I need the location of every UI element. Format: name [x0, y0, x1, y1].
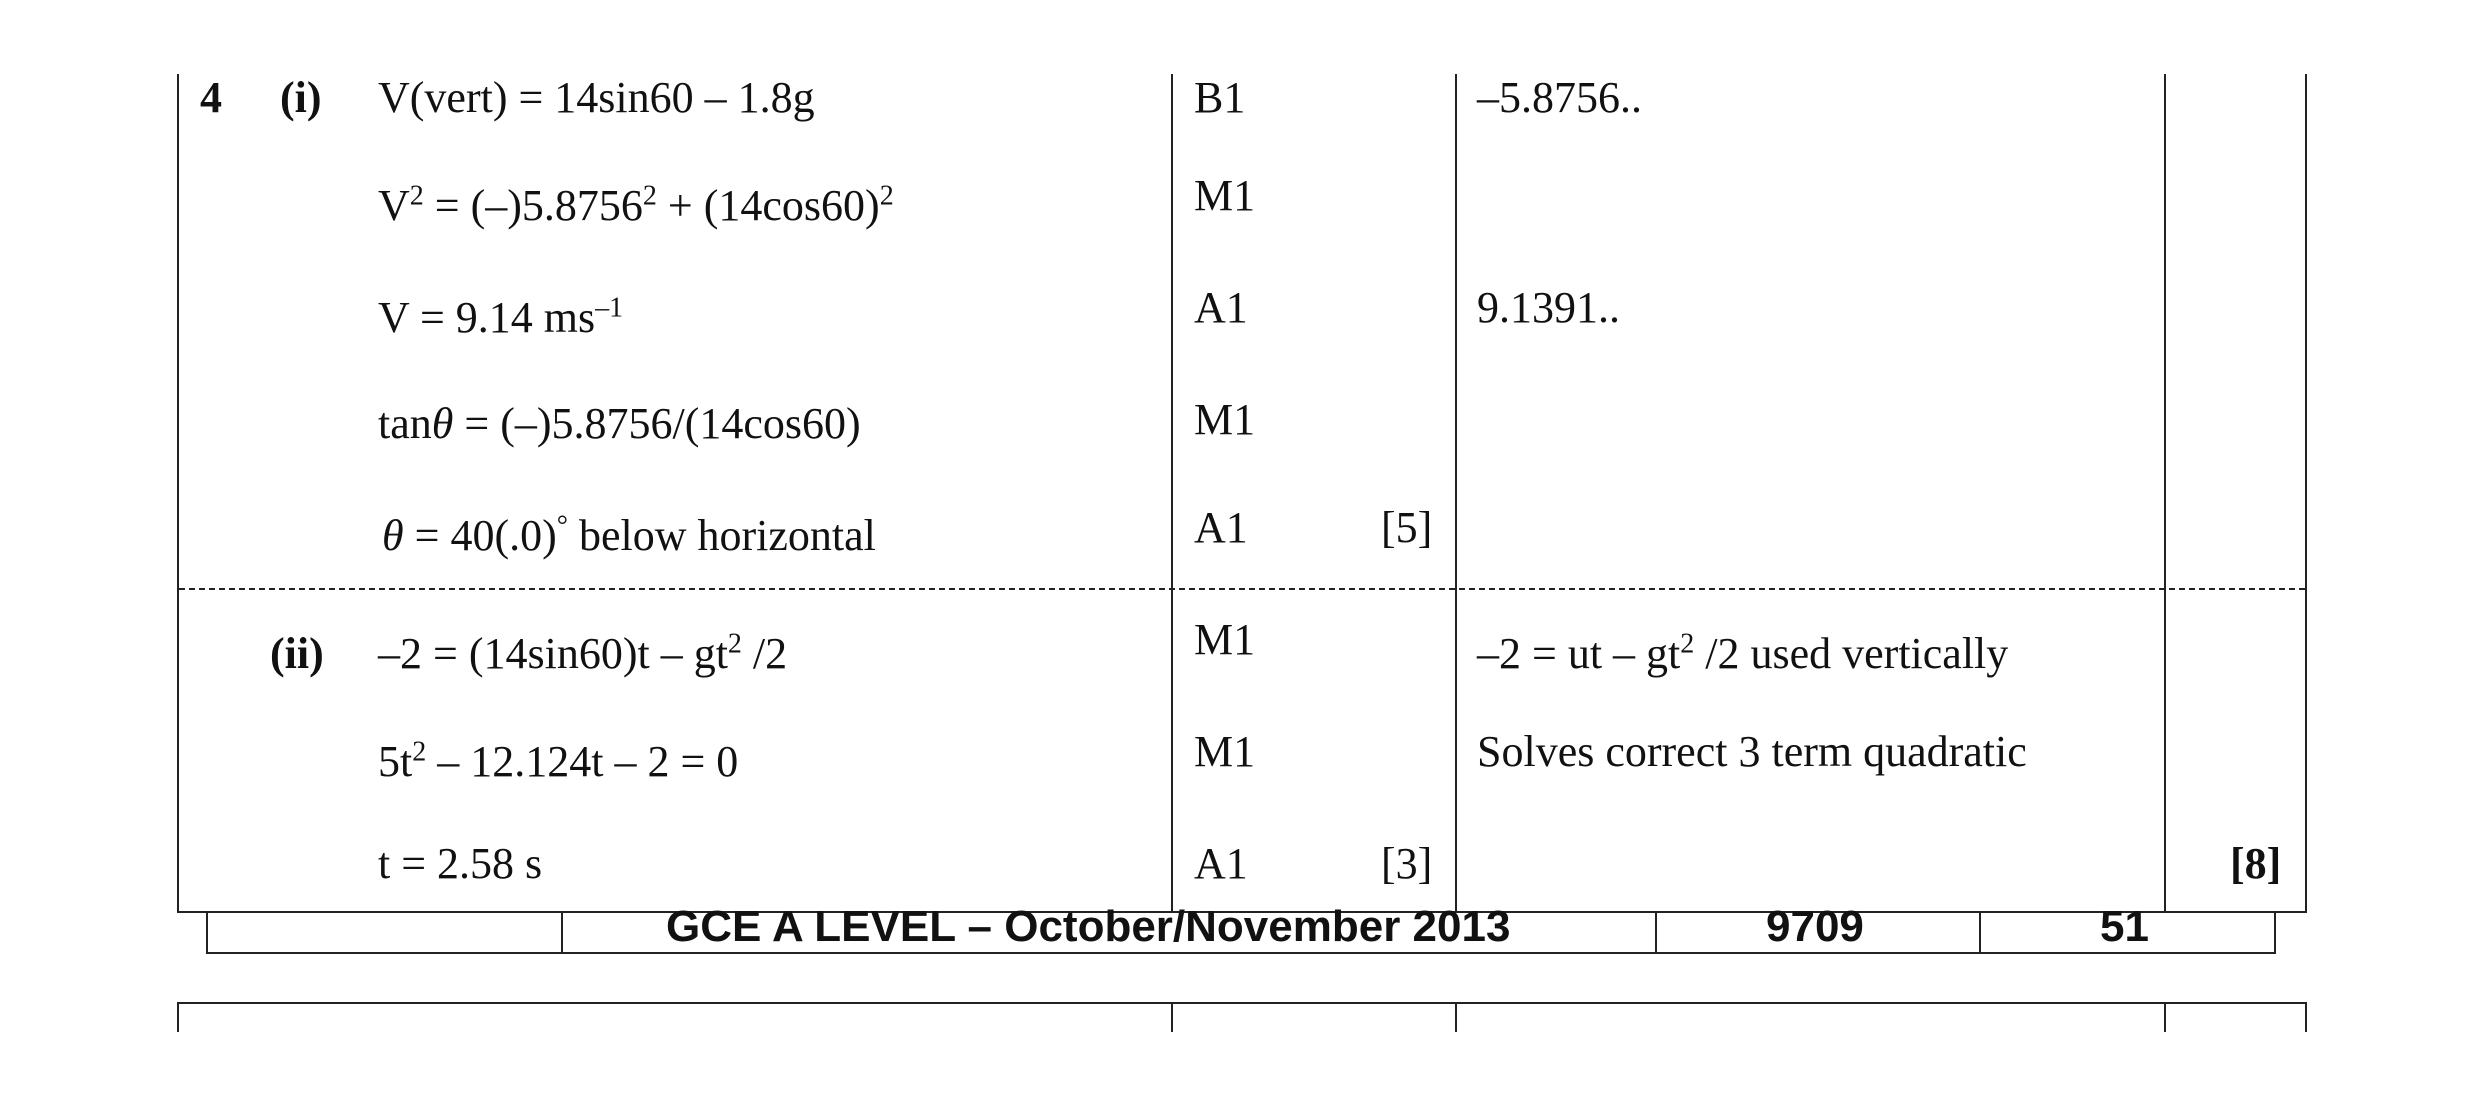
header-box-right	[2274, 912, 2276, 953]
column-divider-guidance	[2164, 74, 2166, 912]
mark-row-7: M1	[1194, 727, 1256, 776]
mark-row-4: M1	[1194, 395, 1256, 444]
exponent: 2	[879, 180, 894, 212]
answer-row-2-text: V	[378, 181, 410, 230]
header-box-left	[206, 912, 208, 953]
exam-title: GCE A LEVEL – October/November 2013	[666, 902, 1511, 951]
mark-row-8: A1	[1194, 839, 1248, 888]
note-row-1: –5.8756..	[1477, 73, 1642, 122]
mark-row-3: A1	[1194, 283, 1248, 332]
answer-row-8: t = 2.58 s	[378, 839, 543, 888]
header-box-divider	[561, 912, 563, 953]
exponent: 2	[642, 180, 657, 212]
answer-row-3	[378, 292, 623, 344]
column-divider-marks	[1455, 74, 1457, 912]
answer-row-7	[378, 736, 738, 788]
exponent: 2	[412, 736, 427, 768]
answer-row-7-text: 5t	[378, 737, 413, 786]
exponent: 2	[1680, 628, 1695, 660]
answer-row-5	[382, 510, 876, 562]
answer-row-2-text: = (–)5.8756	[423, 181, 643, 230]
part-divider-dashed	[179, 588, 2305, 590]
exponent: –1	[595, 292, 624, 324]
exponent: 2	[727, 628, 742, 660]
paper-number: 51	[2100, 902, 2149, 951]
theta-symbol: θ	[382, 511, 404, 560]
note-row-7: Solves correct 3 term quadratic	[1477, 727, 2027, 776]
part-ii-total: [3]	[1381, 839, 1433, 888]
answer-row-4-text: tan	[378, 399, 432, 448]
degree-symbol: °	[556, 510, 568, 542]
answer-row-6-text: –2 = (14sin60)t – gt	[378, 629, 728, 678]
table-border-right	[2305, 74, 2307, 912]
note-row-6	[1477, 628, 2008, 680]
answer-row-4	[378, 398, 861, 450]
answer-row-1: V(vert) = 14sin60 – 1.8g	[378, 73, 815, 122]
column-divider-answer	[1171, 74, 1173, 912]
mark-row-1: B1	[1194, 73, 1246, 122]
header-box-divider	[1979, 912, 1981, 953]
next-table-border-left	[177, 1002, 179, 1032]
header-box-divider	[1655, 912, 1657, 953]
answer-row-3-text: V = 9.14 ms	[378, 293, 596, 342]
part-label-i: (i)	[280, 73, 322, 122]
note-row-3: 9.1391..	[1477, 283, 1620, 332]
answer-row-4-text: = (–)5.8756/(14cos60)	[453, 399, 861, 448]
mark-row-6: M1	[1194, 615, 1256, 664]
part-i-total: [5]	[1381, 503, 1433, 552]
note-row-6-text: –2 = ut – gt	[1477, 629, 1681, 678]
next-table-divider	[2164, 1002, 2166, 1032]
question-number: 4	[200, 73, 222, 122]
next-table-border-right	[2305, 1002, 2307, 1032]
answer-row-7-text: – 12.124t – 2 = 0	[426, 737, 739, 786]
next-table-border-top	[177, 1002, 2307, 1004]
exponent: 2	[409, 180, 424, 212]
syllabus-code: 9709	[1766, 902, 1864, 951]
answer-row-5-text: = 40(.0)	[403, 511, 557, 560]
next-table-divider	[1455, 1002, 1457, 1032]
answer-row-5-text: below horizontal	[567, 511, 876, 560]
question-total: [8]	[2230, 839, 2282, 888]
answer-row-6-text: /2	[741, 629, 788, 678]
mark-row-5: A1	[1194, 503, 1248, 552]
theta-symbol: θ	[431, 399, 454, 448]
part-label-ii: (ii)	[270, 629, 324, 678]
header-box-bottom	[206, 952, 2276, 954]
answer-row-2	[378, 180, 894, 232]
table-border-left	[177, 74, 179, 912]
answer-row-2-text: + (14cos60)	[656, 181, 880, 230]
answer-row-6	[378, 628, 787, 680]
mark-row-2: M1	[1194, 171, 1256, 220]
next-table-divider	[1171, 1002, 1173, 1032]
note-row-6-text: /2 used vertically	[1694, 629, 2009, 678]
